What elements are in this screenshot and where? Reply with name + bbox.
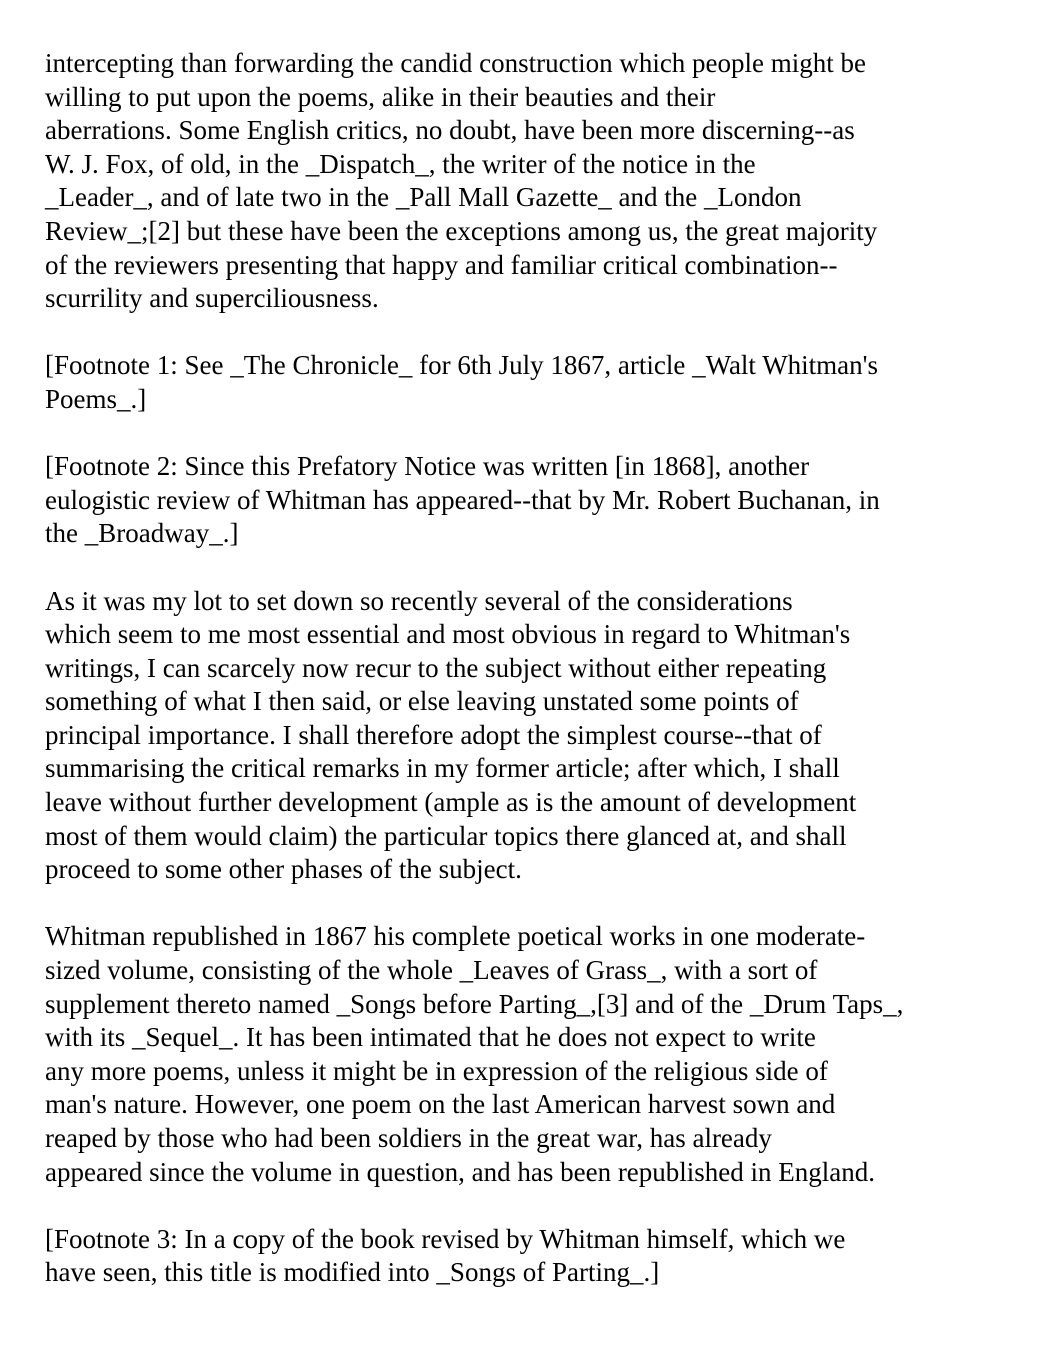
text-line: principal importance. I shall therefore adopt the simplest course--that of — [45, 719, 822, 750]
text-line: [Footnote 2: Since this Prefatory Notice was written [in 1868], another — [45, 451, 810, 482]
text-line: [Footnote 3: In a copy of the book revised by Whitman himself, which we — [45, 1223, 846, 1254]
text-line: W. J. Fox, of old, in the _Dispatch_, the writer of the notice in the — [45, 148, 756, 179]
text-line: reaped by those who had been soldiers in the great war, has already — [45, 1123, 772, 1153]
body-paragraph — [45, 47, 1035, 316]
footnote-1 — [45, 349, 1035, 416]
text-line: leave without further development (ample as is the amount of development — [45, 787, 857, 818]
text-line: appeared since the volume in question, and has been republished in England. — [45, 1156, 876, 1187]
text-line: [Footnote 1: See _The Chronicle_ for 6th July 1867, article _Walt Whitman's — [45, 350, 879, 381]
text-line: summarising the critical remarks in my former article; after which, I shall — [45, 753, 840, 784]
text-line: _Leader_, and of late two in the _Pall Mall Gazette_ and the _London — [45, 182, 802, 213]
footnote-2 — [45, 450, 1035, 551]
text-line: As it was my lot to set down so recently several of the considerations — [45, 585, 793, 616]
text-line: man's nature. However, one poem on the last American harvest sown and — [45, 1089, 836, 1120]
text-line: with its _Sequel_. It has been intimated that he does not expect to write — [45, 1022, 816, 1053]
text-line: intercepting than forwarding the candid construction which people might be — [45, 48, 867, 78]
text-line: have seen, this title is modified into _Songs of Parting_.] — [45, 1257, 660, 1288]
text-line: eulogistic review of Whitman has appeared--that by Mr. Robert Buchanan, in — [45, 484, 880, 515]
body-paragraph — [45, 585, 1035, 887]
footnote-3 — [45, 1223, 1035, 1290]
text-line: Poems_.] — [45, 383, 147, 414]
text-line: willing to put upon the poems, alike in their beauties and their — [45, 81, 716, 112]
text-line: proceed to some other phases of the subject. — [45, 854, 522, 885]
text-line: Whitman republished in 1867 his complete poetical works in one moderate- — [45, 921, 866, 952]
text-line: most of them would claim) the particular topics there glanced at, and shall — [45, 820, 847, 851]
text-line: supplement thereto named _Songs before Parting_,[3] and of the _Drum Taps_, — [45, 988, 904, 1019]
text-line: writings, I can scarcely now recur to the subject without either repeating — [45, 652, 827, 683]
text-line: aberrations. Some English critics, no doubt, have been more discerning--as — [45, 115, 855, 146]
text-line: of the reviewers presenting that happy and familiar critical combination-- — [45, 249, 838, 280]
text-line: which seem to me most essential and most obvious in regard to Whitman's — [45, 619, 851, 650]
text-line: Review_;[2] but these have been the exceptions among us, the great majority — [45, 215, 878, 246]
text-line: scurrility and superciliousness. — [45, 283, 379, 314]
text-line: any more poems, unless it might be in expression of the religious side of — [45, 1055, 828, 1086]
document-page — [45, 47, 1035, 1324]
text-line: sized volume, consisting of the whole _Leaves of Grass_, with a sort of — [45, 955, 818, 986]
text-line: something of what I then said, or else leaving unstated some points of — [45, 686, 799, 717]
body-paragraph — [45, 920, 1035, 1189]
text-line: the _Broadway_.] — [45, 518, 239, 549]
